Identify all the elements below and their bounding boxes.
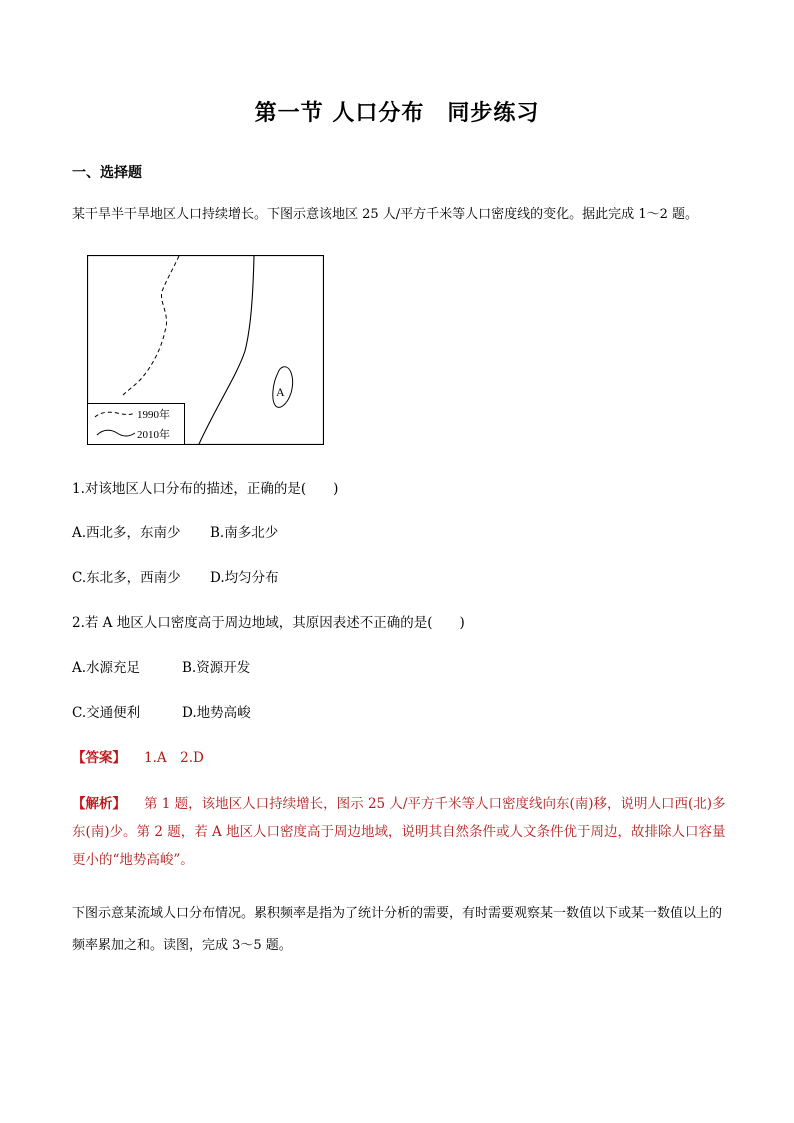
section-heading: 一、选择题	[72, 165, 142, 181]
q2-option-c: C.交通便利	[72, 705, 141, 721]
map-svg	[87, 255, 324, 445]
q2-option-b: B.资源开发	[182, 660, 251, 676]
legend-2010-label: 2010年	[137, 429, 170, 441]
q2-option-d: D.地势高峻	[182, 705, 251, 721]
answer-tag: 【答案】	[72, 750, 126, 766]
analysis-tag: 【解析】	[72, 796, 126, 812]
question-intro-2: 下图示意某流域人口分布情况。累积频率是指为了统计分析的需要，有时需要观察某一数值以下或某一数值以上的频率累加之和。读图，完成 3～5 题。	[72, 906, 723, 953]
question-1-stem: 1.对该地区人口分布的描述，正确的是( )	[72, 481, 339, 497]
question-2-options-row-2	[72, 703, 251, 723]
density-line-1990	[123, 256, 179, 395]
answer-text: 1.A 2.D	[144, 750, 204, 766]
q1-option-c: C.东北多，西南少	[72, 570, 181, 586]
analysis-text: 第 1 题，该地区人口持续增长，图示 25 人/平方千米等人口密度线向东(南)移，说明人口西(北)多东(南)少。第 2 题，若 A 地区人口密度高于周边地域，说明其自然条件或人文条件优于周边，故排除人口容量更小的“地势高峻”。	[72, 796, 726, 868]
question-1-options-row-2	[72, 568, 279, 588]
question-2-stem: 2.若 A 地区人口密度高于周边地域，其原因表述不正确的是( )	[72, 615, 465, 631]
legend-1990-label: 1990年	[137, 409, 170, 421]
answer-line	[72, 746, 204, 766]
question-intro-1: 某干旱半干旱地区人口持续增长。下图示意该地区 25 人/平方千米等人口密度线的变化。据此完成 1～2 题。	[72, 207, 698, 222]
q1-option-d: D.均匀分布	[210, 570, 279, 586]
question-2-options-row-1	[72, 658, 250, 678]
density-line-2010	[199, 256, 254, 444]
q1-option-b: B.南多北少	[210, 525, 279, 541]
page-title: 第一节 人口分布 同步练习	[254, 100, 540, 126]
population-density-map	[87, 255, 324, 445]
q1-option-a: A.西北多，东南少	[72, 525, 181, 541]
question-1-options-row-1	[72, 523, 278, 543]
area-a-label: A	[276, 385, 285, 399]
analysis-block	[72, 790, 732, 874]
q2-option-a: A.水源充足	[72, 660, 141, 676]
